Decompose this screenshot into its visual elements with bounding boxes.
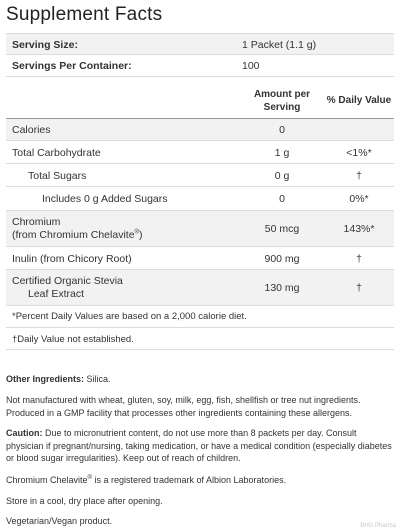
nutrient-row-inulin: [6, 247, 394, 270]
other-ingredients: [6, 373, 394, 386]
serving-size-value: 1 Packet (1.1 g): [242, 39, 317, 51]
registered-mark: ®: [87, 475, 92, 481]
nutrient-name: Total Sugars: [28, 170, 87, 182]
storage-statement: [6, 495, 394, 508]
nutrient-name: Calories: [12, 124, 51, 136]
nutrient-name: Certified Organic Stevia: [12, 275, 123, 287]
watermark: BHG Pharma: [360, 523, 396, 529]
other-ingredients-label: Other Ingredients:: [6, 374, 85, 384]
nutrient-amount: 900 mg: [264, 253, 300, 265]
page-title: Supplement Facts: [6, 4, 163, 25]
nutrient-name: Includes 0 g Added Sugars: [42, 193, 168, 205]
column-header-row: [6, 77, 394, 119]
nutrient-amount: 0: [279, 124, 285, 136]
nutrient-amount: 130 mg: [264, 282, 300, 294]
footnote-dagger-row: [6, 328, 394, 350]
trademark-statement: [6, 474, 394, 487]
nutrient-row-total-carbohydrate: [6, 141, 394, 164]
amount-header-line1: Amount per: [253, 89, 311, 100]
nutrient-row-total-sugars: [6, 164, 394, 187]
trademark-name: Chromium Chelavite: [6, 475, 88, 485]
nutrient-dv: <1%*: [346, 147, 372, 159]
other-ingredients-value: Silica.: [86, 374, 111, 384]
caution-text: Due to micronutrient content, do not use more than 8 packets per day. Consult physician if pregnant/nursing, taking medication, or have a medical condition (especially diabetes or blood sugar irregularities). Keep out of reach of children.: [6, 428, 392, 463]
nutrient-dv: †: [356, 282, 362, 294]
serving-size-label: Serving Size:: [12, 39, 78, 51]
serving-size-row: [6, 34, 394, 55]
nutrient-name: Chromium: [12, 216, 61, 228]
caution-label: Caution:: [6, 428, 43, 438]
nutrient-amount: 0: [279, 193, 285, 205]
trademark-text: is a registered trademark of Albion Laboratories.: [94, 475, 287, 485]
nutrient-dv: 143%*: [343, 223, 375, 235]
nutrient-name: Inulin (from Chicory Root): [12, 253, 132, 265]
vegetarian-text: Vegetarian/Vegan product.: [6, 516, 113, 526]
nutrient-sub-end: ): [138, 229, 143, 241]
caution-statement: [6, 427, 394, 465]
servings-per-container-label: Servings Per Container:: [12, 60, 132, 72]
footnote-dagger: †Daily Value not established.: [12, 334, 134, 345]
storage-text: Store in a cool, dry place after opening.: [6, 496, 163, 506]
footnote-percent-row: [6, 306, 394, 328]
nutrient-sub-text: (from Chromium Chelavite: [12, 229, 135, 241]
nutrient-dv: 0%*: [349, 193, 369, 205]
allergen-statement: [6, 394, 394, 419]
servings-per-container-value: 100: [242, 60, 260, 72]
allergen-text: Not manufactured with wheat, gluten, soy, milk, egg, fish, shellfish or tree nut ingredients. Produced in a GMP facility that processes other ingredients containing these allergens.: [6, 395, 361, 418]
nutrient-dv: †: [356, 170, 362, 182]
nutrient-subname: Leaf Extract: [28, 288, 85, 300]
registered-mark: ®: [134, 229, 139, 236]
daily-value-header: % Daily Value: [326, 95, 392, 106]
nutrient-name: Total Carbohydrate: [12, 147, 101, 159]
servings-per-container-row: [6, 55, 394, 77]
nutrient-row-calories: [6, 119, 394, 141]
vegetarian-statement: [6, 515, 394, 528]
nutrient-amount: 0 g: [274, 170, 290, 182]
footnote-percent: *Percent Daily Values are based on a 2,000 calorie diet.: [12, 311, 247, 322]
supplement-facts-table: [6, 33, 394, 350]
nutrient-subname: [12, 229, 142, 241]
nutrient-row-chromium: [6, 211, 394, 247]
nutrient-row-stevia: [6, 270, 394, 306]
nutrient-dv: †: [356, 253, 362, 265]
nutrient-amount: 1 g: [274, 147, 290, 159]
nutrient-row-added-sugars: [6, 187, 394, 211]
amount-per-serving-header: [242, 89, 322, 114]
nutrient-amount: 50 mcg: [264, 223, 300, 235]
amount-header-line2: Serving: [263, 101, 301, 113]
